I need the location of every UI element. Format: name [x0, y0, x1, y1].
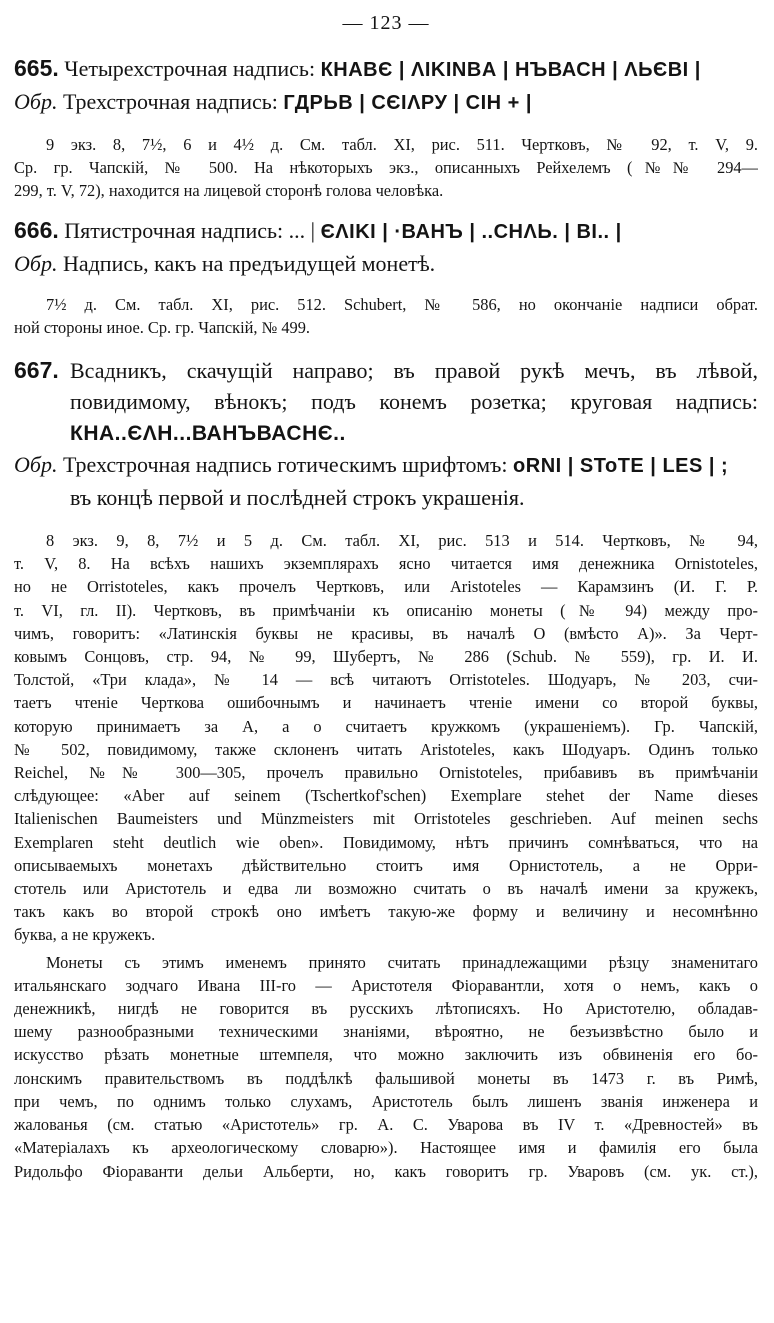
commentary-line: искусство рѣзать монетные штемпеля, что можно заключить изъ обвиненія его бо-: [14, 1045, 758, 1065]
commentary-line: стотель или Аристотель и едва ли возможно считать o въ началѣ имени за кружекъ,: [14, 879, 758, 899]
commentary-line: таетъ чтеніе Черткова ошибочнымъ и начинаетъ чтеніе имени со второй буквы,: [14, 693, 758, 713]
entry-line: [14, 355, 758, 386]
page-number: — 123 —: [342, 12, 430, 34]
commentary-line: но не Orristoteles, какъ прочелъ Чертковъ, или Aristoteles — Карамзинъ (И. Г. Р.: [14, 577, 758, 597]
commentary-line: жалованья (см. статью «Аристотель» гр. А. С. Уварова въ IV т. «Древностей» въ: [14, 1115, 758, 1135]
coin-legend: КНАВЄ | ΛΙΚΙΝΒΑ | НЪВАСН | ΛЬЄВΙ |: [320, 59, 701, 81]
commentary-line: т. VI, гл. II). Чертковъ, въ примѣчаніи къ описанію монеты (№ 94) между про-: [14, 600, 758, 620]
commentary-line: которую принимаетъ за A, а o считаетъ кружкомъ (украшеніемъ). Гр. Чапскій,: [14, 716, 758, 736]
note-line: ной стороны иное. Ср. гр. Чапскій, № 499.: [14, 317, 311, 337]
commentary-paragraph: [14, 951, 758, 1183]
commentary-line: Exemplaren steht deutlich wie oben». Повидимому, нѣтъ причинъ сомнѣваться, что на: [14, 832, 758, 852]
entry-line: [14, 215, 758, 248]
entry-666: [14, 215, 758, 339]
note-line: 9 экз. 8, 7½, 6 и 4½ д. См. табл. XI, рис. 511. Чертковъ, № 92, т. V, 9.: [46, 135, 758, 154]
entry-line: [14, 53, 758, 86]
entry-number: 667.: [14, 357, 59, 384]
commentary-line: слѣдующее: «Aber auf seinem (Tschertkof'schen) Exemplare stehet der Name dieses: [14, 786, 758, 806]
commentary-line: итальянскаго зодчаго Ивана III-го — Аристотеля Фіоравантли, хотя о немъ, какъ о: [14, 975, 758, 995]
entry-text: Трехстрочная надпись:: [57, 89, 284, 114]
entry-text: Трехстрочная надпись готическимъ шрифтомъ:: [57, 452, 514, 478]
coin-legend: oRNI | SToTE | LES | ;: [513, 455, 729, 478]
entry-line: [14, 417, 758, 449]
commentary-line: ковымъ Сонцовъ, стр. 94, № 99, Шубертъ, № 286 (Schub. № 559), гр. И. И.: [14, 647, 758, 667]
entry-line: [14, 248, 758, 279]
entry-text: Всадникъ, скачущій направо; въ правой рукѣ мечъ, въ лѣвой,: [70, 358, 758, 384]
commentary-paragraph: [14, 529, 758, 947]
note-line: 7½ д. См. табл. XI, рис. 512. Schubert, № 586, но окончаніе надписи обрат.: [46, 294, 758, 314]
entry-text: Надпись, какъ на предъидущей монетѣ.: [57, 250, 436, 276]
commentary-line: чимъ, говоритъ: «Латинскія буквы не красивы, въ началѣ O (вмѣсто A)». За Черт-: [14, 623, 758, 643]
entry-text: повидимому, вѣнокъ; подъ конемъ розетка; круговая надпись:: [70, 389, 758, 415]
entry-note: [14, 133, 758, 203]
reverse-label: Обр.: [14, 89, 58, 114]
commentary-line: «Матеріалахъ къ археологическому словарю»). Настоящее имя и фамилія его была: [14, 1138, 758, 1158]
commentary-line: 8 экз. 9, 8, 7½ и 5 д. См. табл. XI, рис. 513 и 514. Чертковъ, № 94,: [46, 531, 758, 551]
commentary-line: при чемъ, по однимъ только слухамъ, Аристотель былъ лишенъ званія инженера и: [14, 1091, 758, 1111]
entry-665: [14, 53, 758, 203]
commentary-line: № 502, повидимому, также склоненъ читать Aristoteles, какъ Шодуаръ. Одинъ только: [14, 739, 758, 759]
entry-text: Пятистрочная надпись: ... |: [64, 217, 321, 243]
commentary-line: т. V, 8. На всѣхъ нашихъ экземплярахъ ясно читается имя денежника Ornistoteles,: [14, 554, 758, 574]
reverse-label: Обр.: [14, 452, 58, 478]
entry-note: [14, 293, 758, 339]
entry-line: [14, 86, 758, 119]
entry-667: [14, 355, 758, 513]
coin-legend: КНА..ЄΛН...ВАНЪВАСНЄ..: [70, 422, 346, 446]
entry-text: Четырехстрочная надпись:: [64, 56, 321, 81]
entry-number: 665.: [14, 55, 59, 81]
commentary-line: буква, а не кружекъ.: [14, 925, 156, 945]
commentary-line: денежникѣ, нигдѣ не говорится въ русскихъ лѣтописяхъ. Но Аристотелю, обладав-: [14, 999, 758, 1019]
note-line: Ср. гр. Чапскій, № 500. На нѣкоторыхъ экз., описанныхъ Рейхелемъ (№№ 294—: [14, 158, 758, 178]
note-line: 299, т. V, 72), находится на лицевой сторонѣ голова человѣка.: [14, 181, 444, 201]
commentary-line: лонскимъ правительствомъ въ поддѣлкѣ фальшивой монеты въ 1473 г. въ Римѣ,: [14, 1068, 758, 1088]
entry-number: 666.: [14, 216, 59, 243]
commentary-line: Reichel, №№ 300—305, прочелъ правильно Ornistoteles, прибавивъ въ примѣчаніи: [14, 763, 758, 783]
commentary-line: Italienischen Baumeisters und Münzmeisters mit Orristoteles geschrieben. Auf meinen sechs: [14, 809, 758, 829]
reverse-label: Обр.: [14, 250, 58, 276]
commentary-line: шему разнообразными техническими знаніями, вѣроятно, не безъизвѣстно было и: [14, 1022, 758, 1042]
commentary-line: Монеты съ этимъ именемъ принято считать принадлежащими рѣзцу знаменитаго: [46, 952, 758, 972]
commentary-line: Толстой, «Три клада», № 14 — всѣ читаютъ Orristoteles. Шодуаръ, № 203, счи-: [14, 670, 758, 690]
commentary-line: Ридольфо Фіораванти дельи Альберти, но, какъ говоритъ гр. Уваровъ (см. ук. ст.),: [14, 1161, 758, 1181]
commentary-line: описываемыхъ монетахъ дѣйствительно стоитъ имя Орнистотель, а не Орри-: [14, 855, 758, 875]
entry-line: [14, 449, 758, 482]
commentary-line: такъ какъ во второй строкѣ оно имѣетъ такую-же форму и величину и несомнѣнно: [14, 902, 758, 922]
coin-legend: ЄΛΙΚΙ | ·ВАНЪ | ..СНΛЬ. | ВΙ.. |: [320, 220, 622, 243]
entry-text: въ концѣ первой и послѣдней строкъ украшенія.: [70, 485, 525, 511]
coin-legend: ГДРЬВ | СЄΙΛРУ | СΙН + |: [283, 92, 532, 114]
